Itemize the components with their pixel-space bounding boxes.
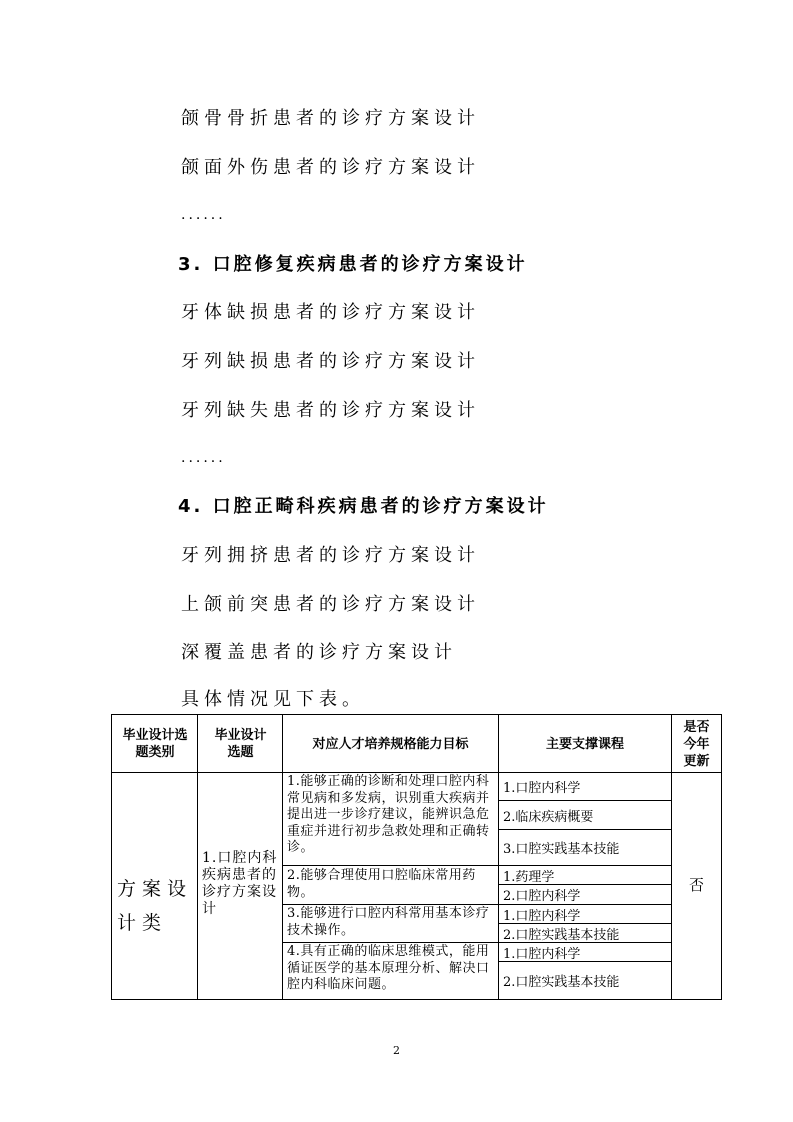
goal-3: 3.能够进行口腔内科常用基本诊疗技术操作。 [287,906,490,938]
header-topic: 毕业设计选题 [214,728,267,760]
goal-divider [282,865,498,866]
section-4-item: 牙列拥挤患者的诊疗方案设计 [181,545,480,566]
section-3-heading: 3. 口腔修复疾病患者的诊疗方案设计 [178,254,528,275]
page-number: 2 [393,1044,400,1057]
goal-1: 1.能够正确的诊断和处理口腔内科常见病和多发病，识别重大疾病并提出进一步诊疗建议，能辨识急危重症并进行初步急救处理和正确转诊。 [287,774,490,855]
ellipsis: ...... [181,450,226,466]
course-item: 2.临床疾病概要 [498,800,672,830]
course-item: 2.口腔内科学 [498,884,672,905]
section-4-heading: 4. 口腔正畸科疾病患者的诊疗方案设计 [178,496,549,517]
goal-divider [282,942,498,943]
table-border [721,714,722,1000]
line-mandible-fracture: 颌骨骨折患者的诊疗方案设计 [181,108,480,129]
header-updated: 是否今年更新 [683,719,710,769]
table-border [111,714,112,1000]
section-3-item: 牙体缺损患者的诊疗方案设计 [181,302,480,323]
table-intro: 具体情况见下表。 [181,689,365,710]
course-item: 2.口腔实践基本技能 [498,923,672,943]
updated-cell: 否 [688,876,704,894]
course-item: 1.口腔内科学 [498,904,672,924]
header-goal: 对应人才培养规格能力目标 [312,736,469,752]
header-course: 主要支撑课程 [545,736,624,752]
section-3-item: 牙列缺损患者的诊疗方案设计 [181,351,480,372]
curriculum-table [111,714,722,1000]
course-item: 1.口腔内科学 [498,942,672,962]
topic-cell: 1.口腔内科疾病患者的诊疗方案设计 [202,850,278,917]
course-item: 2.口腔实践基本技能 [498,961,672,1000]
section-3-item: 牙列缺失患者的诊疗方案设计 [181,400,480,421]
category-cell: 方案设计类 [117,878,193,934]
course-item: 1.口腔内科学 [498,772,672,801]
goal-2: 2.能够合理使用口腔临床常用药物。 [287,868,476,900]
section-4-item: 上颌前突患者的诊疗方案设计 [181,594,480,615]
section-4-item: 深覆盖患者的诊疗方案设计 [181,642,457,663]
goal-4: 4.具有正确的临床思维模式，能用循证医学的基本原理分析、解决口腔内科临床问题。 [287,944,490,992]
table-border [111,714,722,715]
ellipsis: ...... [181,207,226,223]
table-border [197,714,198,1000]
course-item: 1.药理学 [498,865,672,885]
header-category: 毕业设计选题类别 [122,728,188,760]
line-maxillofacial-trauma: 颌面外伤患者的诊疗方案设计 [181,157,480,178]
goal-divider [282,904,498,905]
course-item: 3.口腔实践基本技能 [498,829,672,866]
